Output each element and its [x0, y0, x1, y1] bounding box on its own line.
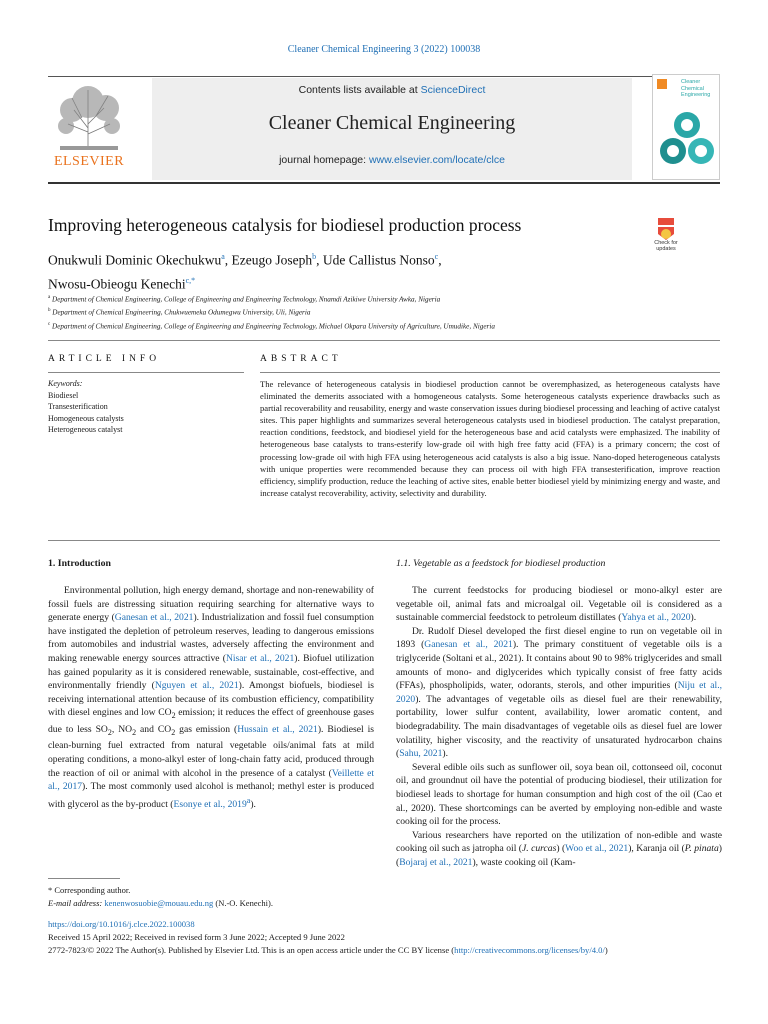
crossmark-label: Check for updates — [654, 240, 678, 252]
abstract-heading: ABSTRACT — [260, 354, 342, 364]
paragraph: The current feedstocks for producing biodiesel or mono-alkyl ester are vegetable oil, animal fats and microalgal oil. Vegetable oil is considered as a sustainable commercial feedstock to petroleum distillates (Yahya et al., 2020). — [396, 585, 722, 624]
affiliations — [48, 292, 720, 332]
header-rule-top — [48, 76, 720, 77]
contents-line — [152, 84, 632, 96]
header-rule-bottom — [48, 182, 720, 184]
keywords-label: Keywords: — [48, 379, 83, 388]
footnote-rule — [48, 878, 120, 879]
affiliation-text: Department of Chemical Engineering, College of Engineering and Engineering Technology, Michael Okpara University of Agriculture, Umudike, Nigeria — [52, 322, 495, 331]
citation-link[interactable]: Nisar et al., 2021 — [225, 652, 295, 664]
affiliation-mark: c — [48, 321, 51, 327]
author-name[interactable]: Ude Callistus Nonso — [322, 252, 435, 268]
citation-link[interactable]: Niju et al., 2020 — [396, 680, 723, 705]
subsection-body — [396, 584, 722, 869]
affiliation-mark: b — [48, 308, 51, 314]
citation-link[interactable]: Nguyen et al., 2021 — [154, 680, 239, 692]
affiliation-item — [48, 305, 720, 318]
journal-cover[interactable] — [652, 74, 720, 180]
citation-link[interactable]: Esonye et al., 2019$^a$ — [173, 795, 251, 810]
keywords-block — [48, 378, 244, 436]
paragraph: Environmental pollution, high energy demand, shortage and non-renewability of fossil fuels are distressing situation requiring searching for alternative ways to generate energy (Ganesan et al., 2021). Industrialization and fossil fuel consumption have instigated the depletion of petroleum reserves, leading to dangerous emissions from automobiles and industrial wastes, adversely affecting the environment and making renewable energy sources attractive (Nisar et al., 2021). Biofuel utilization has gained popularity as it is considered renewable, sustainable, cost-effective, and environmentally friendly (Nguyen et al., 2021). Amongst biofuels, biodiesel is receiving international attention because of its combustion efficiency, compatibility with diesel engines and low $CO_2$ emission; it reduces the effect of greenhouse gases due to less $SO_2$, $NO_2$ and $CO_2$ gas emission (Hussain et al., 2021). Biodiesel is clean-burning fuel extracted from natural vegetable oils/animal fats at mild operating conditions, a mono-alkyl ester of long-chain fatty acid, produced through the reaction of oil or animal with alcohol in the presence of a catalyst (Veillette et al., 2017). The most commonly used alcohol is methanol; methyl ester is produced with glycerol as the by-product (Esonye et al., 2019$^a$). — [48, 585, 375, 810]
cover-badge-icon — [657, 79, 667, 89]
homepage-prefix: journal homepage: — [279, 154, 367, 166]
citation-link[interactable]: Sahu, 2021 — [399, 748, 443, 760]
citation-link[interactable]: Woo et al., 2021 — [565, 843, 629, 855]
homepage-link[interactable]: www.elsevier.com/locate/clce — [368, 154, 505, 166]
article-info-rule — [48, 372, 244, 373]
citation-link[interactable]: Ganesan et al., 2021 — [114, 612, 194, 624]
abstract-text: The relevance of heterogeneous catalysis in biodiesel production cannot be overemphasized, as heterogeneous catalysts have eliminated the demerits associated with a homogeneous catalysts. Some heterogeneous catalysts experience drawbacks such as partial recoverability and reusability, energy and waste conservation issues during biodiesel processing and leaching of active catalyst sites. This paper highlights and summarizes several heterogeneous catalysts used in biodiesel production. The catalyst preparation, reaction conditions, feedstock, and biodiesel yield for the heterogeneous base and acid catalysts were emphasized. The inability of heterogeneous base catalysts to trans-esterify low-grade oil with high free fatty acid (FFA) is a primary concern; the cost of processing low-grade oil with high FFA using heterogeneous acid catalysts is also a big issue. Nano-doped heterogeneous catalysts with unique properties were recommended because they can process oil with high FFA transesterification, improve reaction efficiency, simplify production, reduce the leaching of active sites, enable better biodiesel yield by minimizing energy and waste, and increase catalyst recoverability, activity, selectivity and durability. — [260, 379, 720, 498]
corresponding-author-label: * Corresponding author. — [48, 885, 131, 895]
license-line: 2772-7823/© 2022 The Author(s). Published by Elsevier Ltd. This is an open access article under the CC BY license (http://creativecommons.org/licenses/by/4.0/) — [48, 945, 608, 955]
author-affiliation-mark[interactable]: a — [221, 252, 225, 261]
introduction-body — [48, 584, 374, 812]
author-name[interactable]: Nwosu-Obieogu Kenechi — [48, 276, 186, 291]
doi-link[interactable]: https://doi.org/10.1016/j.clce.2022.100038 — [48, 919, 195, 929]
paragraph: Several edible oils such as sunflower oil, soya bean oil, cottonseed oil, coconut oil, and groundnut oil have the potential of producing biodiesel, their utilization for biodiesel leads to shortage for human consumption and high cost of the oil (Cao et al., 2020). These shortcomings can be averted by employing non-edible and waste cooking oil for the process. — [396, 761, 722, 828]
corresponding-author-footnote — [48, 884, 374, 910]
keyword-item: Biodiesel — [48, 390, 79, 400]
article-title: Improving heterogeneous catalysis for biodiesel production process — [48, 215, 522, 235]
keyword-item: Heterogeneous catalyst — [48, 425, 123, 434]
contents-prefix: Contents lists available at — [298, 84, 418, 96]
affiliation-item — [48, 319, 720, 332]
author-affiliation-mark[interactable]: c — [434, 252, 439, 261]
author-affiliation-mark[interactable]: b — [312, 252, 317, 261]
publication-info — [48, 918, 738, 957]
elsevier-wordmark: ELSEVIER — [53, 154, 125, 169]
email-line: E-mail address: kenenwosuobie@mouau.edu.ng (N.-O. Kenechi). — [48, 898, 273, 908]
journal-reference[interactable]: Cleaner Chemical Engineering 3 (2022) 100038 — [287, 44, 481, 55]
section-divider — [48, 540, 720, 541]
article-info-heading: ARTICLE INFO — [48, 354, 161, 364]
author-list: Onukwuli Dominic Okechukwu$^a$, Ezeugo Joseph$^b$, Ude Callistus Nonso$^c$, Nwosu-Obieogu Kenechi$^{c,*}$ — [48, 252, 442, 291]
introduction-heading: 1. Introduction — [48, 558, 111, 569]
keyword-item: Transesterification — [48, 402, 108, 411]
author-name[interactable]: Ezeugo Joseph — [231, 252, 313, 268]
sciencedirect-link[interactable]: ScienceDirect — [420, 84, 486, 96]
affiliation-text: Department of Chemical Engineering, College of Engineering and Engineering Technology, Nnamdi Azikiwe University Awka, Nigeria — [52, 295, 441, 304]
author-name[interactable]: Onukwuli Dominic Okechukwu — [48, 252, 222, 268]
paragraph: Dr. Rudolf Diesel developed the first diesel engine to run on vegetable oil in 1893 (Ganesan et al., 2021). The primary constituent of vegetable oils is a triglyceride (Soltani et al., 2021). It contains about 90 to 98% triglycerides and small amounts of mono- and diglycerides which typically consist of free fatty acids (FFAs), phospholipids, water, odorants, sterols, and other impurities (Niju et al., 2020). The advantages of vegetable oils as diesel fuel are their renewability, portability, lower sulfur content, availability, lower aromatic content, and biodegradability. The main disadvantages of vegetable oils as diesel fuel are lower volatility, higher viscosity, and the reactivity of unsaturated hydrocarbon chains (Sahu, 2021). — [396, 625, 723, 760]
affiliation-mark: a — [48, 295, 51, 300]
affiliation-text: Department of Chemical Engineering, Chukwuemeka Odumegwu University, Uli, Nigeria — [52, 308, 311, 317]
cover-title: Cleaner Chemical Engineering — [681, 79, 711, 98]
received-dates: Received 15 April 2022; Received in revised form 3 June 2022; Accepted 9 June 2022 — [48, 932, 345, 942]
abstract-rule — [260, 372, 720, 373]
affiliation-item — [48, 292, 720, 305]
journal-title: Cleaner Chemical Engineering — [268, 112, 516, 134]
citation-link[interactable]: Yahya et al., 2020 — [621, 612, 691, 624]
cover-clce-logo-icon — [657, 105, 717, 177]
author-affiliation-mark[interactable]: c,* — [185, 275, 196, 285]
email-link[interactable]: kenenwosuobie@mouau.edu.ng — [104, 898, 214, 908]
section-divider — [48, 340, 720, 341]
citation-link[interactable]: Hussain et al., 2021 — [237, 723, 318, 735]
paragraph: Various researchers have reported on the utilization of non-edible and waste cooking oil such as jatropha oil (J. curcas) (Woo et al., 2021), Karanja oil (P. pinata) (Bojaraj et al., 2021), waste cooking oil (Kam- — [396, 829, 722, 868]
citation-link[interactable]: Ganesan et al., 2021 — [424, 639, 513, 651]
citation-link[interactable]: Bojaraj et al., 2021 — [399, 856, 473, 868]
keyword-item: Homogeneous catalysts — [48, 413, 124, 423]
subsection-heading: 1.1. Vegetable as a feedstock for biodiesel production — [396, 558, 606, 569]
citation-link[interactable]: Veillette et al., 2017 — [48, 767, 375, 793]
homepage-line — [152, 154, 632, 166]
license-link[interactable]: http://creativecommons.org/licenses/by/4.0/ — [454, 945, 605, 955]
